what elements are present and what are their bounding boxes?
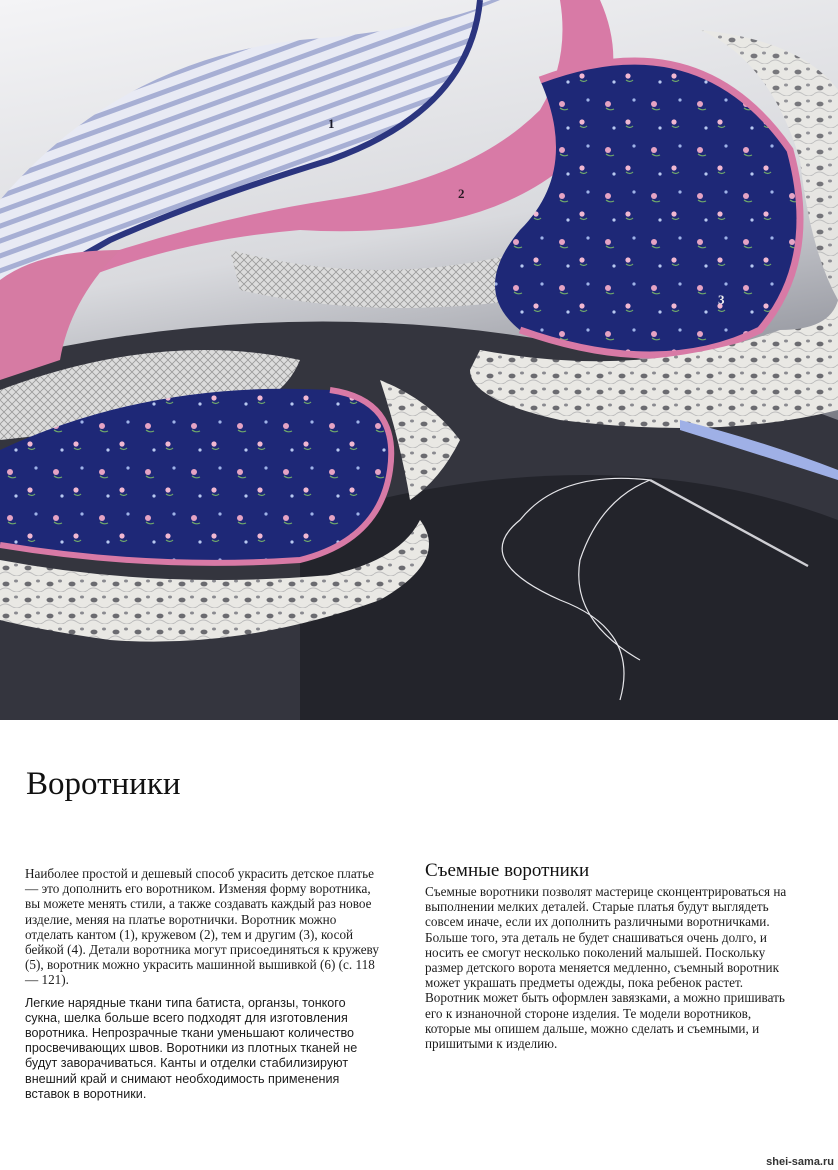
intro-column bbox=[25, 866, 380, 1110]
intro-paragraph: Легкие нарядные ткани типа батиста, органзы, тонкого сукна, шелка больше всего подходят для изготовления воротника. Непрозрачные ткани уменьшают количество просвечивающих швов. Воротники из плотных тканей не будут заворачиваться. Канты и отделки стабилизируют внешний край и снимают необходимость применения вставок в воротники. bbox=[25, 995, 358, 1101]
section-paragraph: Съемные воротники позволят мастерице сконцентрироваться на выполнении мелких деталей. Старые платья будут выглядеть совсем иначе, если их дополнить различными воротничками. Больше того, эта деталь не будет снашиваться очень долго, и носить ее смогут несколько поколений малышей. Поскольку размер детского ворота меняется медленно, съемный воротник может украшать предметы одежды, пока ребенок растет. Воротник может быть оформлен завязками, а можно пришивать его к изнаночной стороне изделия. Те модели воротников, которые мы опишем дальше, можно сделать и съемными, и пришитыми к изделию. bbox=[425, 884, 787, 1052]
section-title: Съемные воротники bbox=[425, 860, 590, 881]
intro-paragraph: Наиболее простой и дешевый способ украсить детское платье — это дополнить его воротником. Изменяя форму воротника, вы можете менять стили, а также создавать каждый раз новое изделие, меняя на платье воротнички. Воротник можно отделать кантом (1), кружевом (2), тем и другим (3), косой бейкой (4). Детали воротника могут присоединяться к кружеву (5), воротник можно украсить машинной вышивкой (6) (с. 118 — 121). bbox=[25, 866, 379, 988]
marker-3: 3 bbox=[718, 292, 725, 307]
marker-1: 1 bbox=[328, 116, 335, 131]
section-column bbox=[425, 884, 795, 1051]
watermark: shei-sama.ru bbox=[766, 1156, 834, 1168]
marker-2: 2 bbox=[458, 186, 465, 201]
page-title: Воротники bbox=[26, 766, 181, 803]
